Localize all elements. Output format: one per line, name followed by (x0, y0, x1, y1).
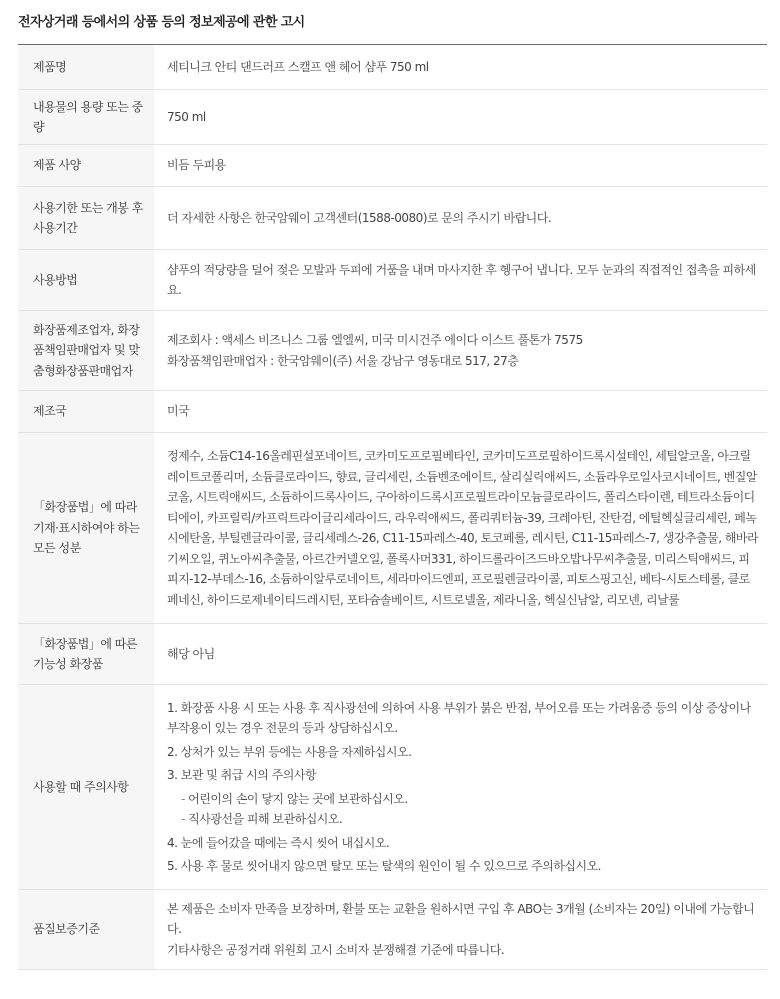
note-item: 3. 보관 및 취급 시의 주의사항 (167, 768, 317, 782)
row-label: 화장품제조업자, 화장품책임판매업자 및 맞춤형화장품판매업자 (18, 311, 154, 391)
row-value (154, 890, 767, 970)
row-label: 제품 사양 (18, 145, 154, 187)
row-value: 비듬 두피용 (154, 145, 767, 187)
table-row (18, 90, 767, 145)
row-label: 사용할 때 주의사항 (18, 685, 154, 890)
row-label: 품질보증기준 (18, 890, 154, 970)
row-value: 샴푸의 적당량을 덜어 젖은 모발과 두피에 거품을 내며 마사지한 후 헹구어 냅니다. 모두 눈과의 직접적인 접촉을 피하세요. (154, 250, 767, 311)
manufacturer-line: 제조회사 : 액세스 비즈니스 그룹 엘엘씨, 미국 미시건주 에이다 이스트 풀톤가 7575 (167, 333, 583, 347)
row-label: 사용기한 또는 개봉 후 사용기간 (18, 187, 154, 250)
warranty-line: 본 제품은 소비자 만족을 보장하며, 환불 또는 교환을 원하시면 구입 후 ABO는 3개월 (소비자는 20일) 이내에 가능합니다. (167, 901, 755, 937)
row-value (154, 311, 767, 391)
row-value: 더 자세한 사항은 한국암웨이 고객센터(1588-0080)로 문의 주시기 바랍니다. (154, 187, 767, 250)
note-item: 2. 상처가 있는 부위 등에는 사용을 자제하십시오. (167, 744, 412, 759)
distributor-line: 화장품책임판매업자 : 한국암웨이(주) 서울 강남구 영동대로 517, 27층 (167, 353, 519, 368)
table-row (18, 890, 767, 970)
row-value: 세티니크 안티 댄드러프 스캘프 앤 헤어 샴푸 750 ml (154, 45, 767, 90)
table-row (18, 250, 767, 311)
product-info-table (18, 44, 767, 970)
row-label: 제조국 (18, 391, 154, 433)
warranty-line: 기타사항은 공정거래 위원회 고시 소비자 분쟁해결 기준에 따릅니다. (167, 942, 505, 957)
note-item: 1. 화장품 사용 시 또는 사용 후 직사광선에 의하여 사용 부위가 붉은 반점, 부어오름 또는 가려움증 등의 이상 증상이나 부작용이 있는 경우 전문의 등과 상담하십시오. (167, 700, 751, 735)
table-row (18, 391, 767, 433)
page-title: 전자상거래 등에서의 상품 등의 정보제공에 관한 고시 (18, 15, 305, 30)
precautions-value (154, 685, 767, 890)
table-row (18, 187, 767, 250)
row-label: 사용방법 (18, 250, 154, 311)
note-item: 4. 눈에 들어갔을 때에는 즉시 씻어 내십시오. (167, 835, 390, 850)
table-row (18, 433, 767, 624)
row-label: 제품명 (18, 45, 154, 90)
row-value: 750 ml (154, 90, 767, 145)
row-label: 「화장품법」에 따라 기재·표시하여야 하는 모든 성분 (18, 433, 154, 624)
table-row (18, 145, 767, 187)
row-value: 미국 (154, 391, 767, 433)
note-subitem: - 어린이의 손이 닿지 않는 곳에 보관하십시오. (167, 789, 759, 810)
ingredients-value: 정제수, 소듐C14-16올레핀설포네이트, 코카미도프로필베타인, 코카미도프로필하이드록시설테인, 세틸알코올, 아크릴레이트코폴리머, 소듐클로라이드, 향료, 글리세린, 소듐벤조에이트, 살리실릭애씨드, 소듐라우로일사코시네이트, 벤질알코올, 시트릭애씨드, 소듐하이드록사이드, 구아하이드록시프로필트라이모늄클로라이드, 폴리스타이렌, 테트라소듐이디티에이, 카프릴릭/카프릭트라이글리세라이드, 라우릭애씨드, 폴리쿼터늄-39, 크레아틴, 잔탄검, 에틸헥실글리세린, 페녹시에탄올, 부틸렌글라이콜, 글리세레스-26, C11-15파레스-40, 토코페롤, 레시틴, C11-15파레스-7, 생강추출물, 해바라기씨오일, 퀴노아씨추출물, 아르간커넬오일, 폴록사머331, 하이드롤라이즈드바오밥나무씨추출물, 미리스틱애씨드, 피피지-12-부데스-16, 소듐하이알루로네이트, 세라마이드엔피, 프로필렌글라이콜, 피토스핑고신, 베타-시토스테롤, 클로페네신, 하이드로제네이티드레시틴, 포타슘솔베이트, 시트로넬올, 제라니올, 헥실신남알, 리모넨, 리날룰 (154, 433, 767, 624)
table-row (18, 45, 767, 90)
table-row (18, 624, 767, 685)
row-label: 「화장품법」에 따른 기능성 화장품 (18, 624, 154, 685)
table-row (18, 685, 767, 890)
note-item: 5. 사용 후 물로 씻어내지 않으면 탈모 또는 탈색의 원인이 될 수 있으므로 주의하십시오. (167, 859, 601, 873)
table-row (18, 311, 767, 391)
row-label: 내용물의 용량 또는 중량 (18, 90, 154, 145)
row-value: 해당 아님 (154, 624, 767, 685)
note-subitem: - 직사광선을 피해 보관하십시오. (167, 809, 759, 830)
